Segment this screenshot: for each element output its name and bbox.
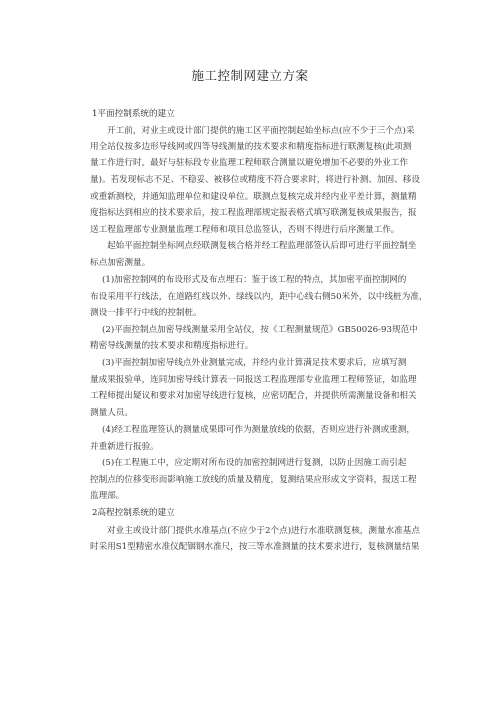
list-item-line: 测量人员。 xyxy=(90,408,133,418)
list-item-line: (2)平面控制点加密导线测量采用全站仪，按《工程测量规范》GB50026-93规范中 xyxy=(102,325,418,335)
list-item-line: (3)平面控制加密导线点外业测量完成，并经内业计算满足技术要求后，应填写测 xyxy=(102,358,407,368)
list-item-line: 布设采用平行线法，在道路红线以外、绿线以内，距中心线右侧50米外，以中线桩为准， xyxy=(90,292,428,302)
paragraph-line: 度指标达到相应的技术要求后，按工程监理部规定报表格式填写联测复核成果报告，报 xyxy=(90,208,417,218)
paragraph-line: 或重新测校，并通知监理单位和建设单位。联测点复核完成并经内业平差计算，测量精 xyxy=(90,192,417,202)
document-title: 施工控制网建立方案 xyxy=(191,68,309,83)
paragraph-line: 标点加密测量。 xyxy=(90,258,151,268)
paragraph-line: 量工作进行时，最好与驻标段专业监理工程师联合测量以避免增加不必要的外业工作 xyxy=(90,158,408,168)
paragraph-line: 开工前，对业主或设计部门提供的施工区平面控制起始坐标点(应不少于三个点)采 xyxy=(107,126,415,136)
section-heading-plane-control: 1平面控制系统的建立 xyxy=(92,109,175,119)
list-item-line: 测设一排平行中线的控制桩。 xyxy=(90,308,202,318)
list-item-line: 精密导线测量的技术要求和精度指标进行。 xyxy=(90,341,254,351)
paragraph-line: 用全站仪按多边形导线网或四等导线测量的技术要求和精度指标进行联测复核(此项测 xyxy=(90,142,412,152)
list-item-line: 监理部。 xyxy=(90,491,125,501)
list-item-line: 控制点的位移变形而影响施工放线的质量及精度，复测结果应形成文字资料，报送工程 xyxy=(90,475,417,485)
paragraph-line: 量)。若发现标志不足、不稳妥、被移位或精度不符合要求时，将进行补测、加固、移设 xyxy=(90,175,420,185)
list-item-line: (1)加密控制网的布设形式及布点埋石：鉴于该工程的特点，其加密平面控制网的 xyxy=(102,275,407,285)
paragraph-line: 时采用S1型精密水准仪配铟钢水准尺，按三等水准测量的技术要求进行，复核测量结果 xyxy=(90,542,420,552)
section-heading-elevation-control: 2高程控制系统的建立 xyxy=(92,508,175,518)
list-item-line: (4)经工程监理签认的测量成果即可作为测量放线的依据，否则应进行补测或重测， xyxy=(102,425,415,435)
list-item-line: 并重新进行报验。 xyxy=(90,442,159,452)
paragraph-line: 送工程监理部专业测量监理工程师和项目总监签认，否则不得进行后序测量工作。 xyxy=(90,225,400,235)
list-item-line: (5)在工程施工中，应定期对所布设的加密控制网进行复测，以防止因施工而引起 xyxy=(102,458,407,468)
list-item-line: 工程师提出疑议和要求对加密导线进行复核，应密切配合，并提供所需测量设备和相关 xyxy=(90,391,417,401)
paragraph-line: 对业主或设计部门提供水准基点(不应少于2个点)进行水准联测复核，测量水准基点 xyxy=(107,526,420,536)
paragraph-line: 起始平面控制坐标网点经联测复核合格并经工程监理部签认后即可进行平面控制坐 xyxy=(107,241,417,251)
list-item-line: 量成果报验单，连同加密导线计算表一同报送工程监理部专业监理工程师签证，如监理 xyxy=(90,375,417,385)
